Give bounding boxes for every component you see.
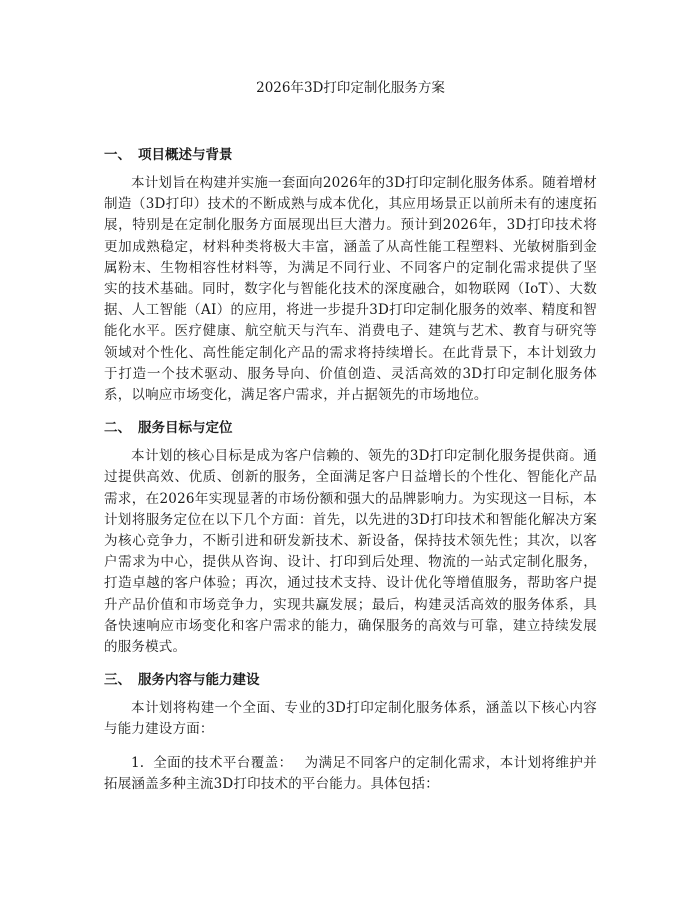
section-number: 三、 (104, 672, 131, 689)
section-number: 一、 (104, 147, 131, 163)
section-title: 服务内容与能力建设 (138, 672, 260, 689)
section-title: 服务目标与定位 (138, 420, 233, 437)
section-heading-3 (104, 670, 597, 690)
section-title: 项目概述与背景 (138, 147, 233, 163)
section-number: 二、 (104, 420, 131, 437)
section-heading-1 (104, 145, 597, 165)
section-3-paragraph-1: 本计划将构建一个全面、专业的3D打印定制化服务体系，涵盖以下核心内容与能力建设方面： (104, 700, 597, 738)
section-2-paragraph-1: 本计划的核心目标是成为客户信赖的、领先的3D打印定制化服务提供商。通过提供高效、优质、创新的服务，全面满足客户日益增长的个性化、智能化产品需求，在2026年实现显著的市场份额和强大的品牌影响力。为实现这一目标，本计划将服务定位在以下几个方面：首先，以先进的3D打印技术和智能化解决方案为核心竞争力，不断引进和研发新技术、新设备，保持技术领先性；其次，以客户需求为中心，提供从咨询、设计、打印到后处理、物流的一站式定制化服务，打造卓越的客户体验；再次，通过技术支持、设计优化等增值服务，帮助客户提升产品价值和市场竞争力，实现共赢发展；最后，构建灵活高效的服务体系，具备快速响应市场变化和客户需求的能力，确保服务的高效与可靠，建立持续发展的服务模式。 (104, 448, 597, 656)
section-heading-2 (104, 418, 597, 438)
section-1-paragraph-1: 本计划旨在构建并实施一套面向2026年的3D打印定制化服务体系。随着增材制造（3D打印）技术的不断成熟与成本优化，其应用场景正以前所未有的速度拓展，特别是在定制化服务方面展现出巨大潜力。预计到2026年，3D打印技术将更加成熟稳定，材料种类将极大丰富，涵盖了从高性能工程塑料、光敏树脂到金属粉末、生物相容性材料等，为满足不同行业、不同客户的定制化需求提供了坚实的技术基础。同时，数字化与智能化技术的深度融合，如物联网（IoT）、大数据、人工智能（AI）的应用，将进一步提升3D打印定制化服务的效率、精度和智能化水平。医疗健康、航空航天与汽车、消费电子、建筑与艺术、教育与研究等领域对个性化、高性能定制化产品的需求将持续增长。在此背景下，本计划致力于打造一个技术驱动、服务导向、价值创造、灵活高效的3D打印定制化服务体系，以响应市场变化，满足客户需求，并占据领先的市场地位。 (104, 175, 597, 404)
list-item-title: 全面的技术平台覆盖： (153, 754, 293, 771)
document-title: 2026年3D打印定制化服务方案 (256, 80, 445, 96)
list-item (104, 753, 597, 795)
list-item-text: 为满足不同客户的定制化需求，本计划将维护并拓展涵盖多种主流3D打印技术的平台能力。具体包括： (104, 754, 598, 792)
list-item-number: 1. (131, 754, 145, 771)
document-body (104, 78, 597, 795)
